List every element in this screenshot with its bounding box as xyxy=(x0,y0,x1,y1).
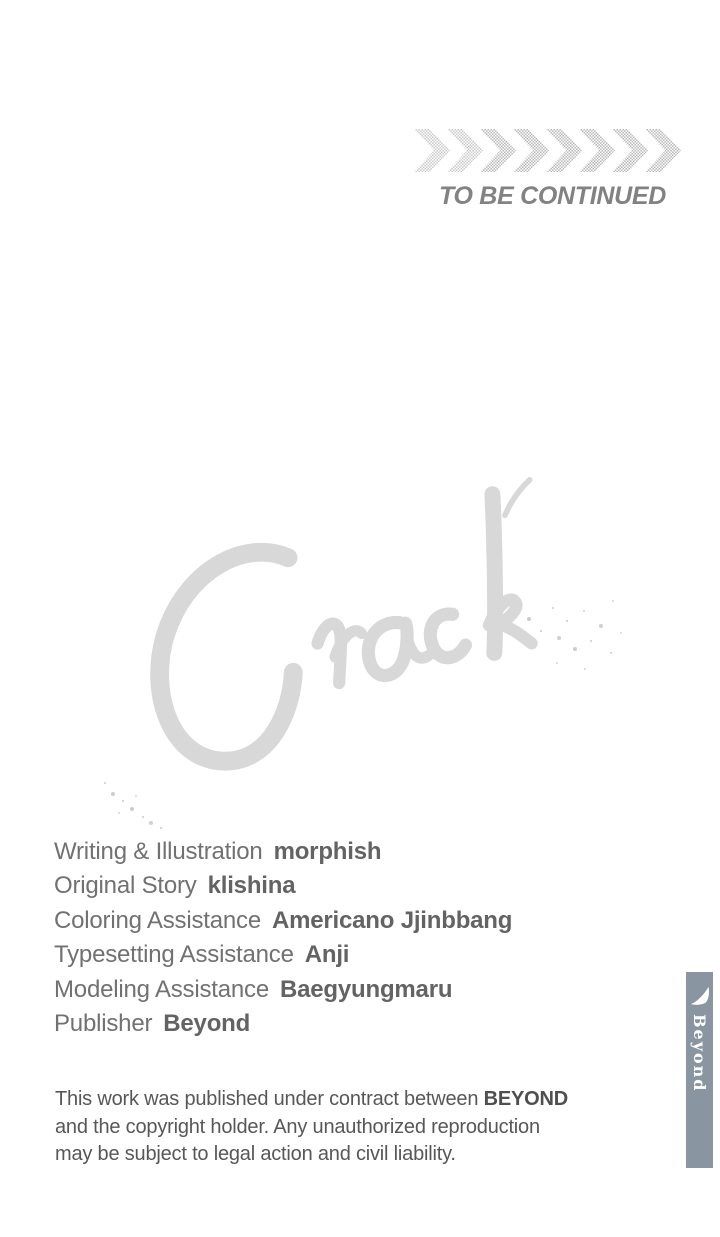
credit-role-label: Original Story xyxy=(54,872,197,900)
credit-person-name: Anji xyxy=(304,941,350,969)
credit-row xyxy=(54,872,512,906)
credit-role-label: Coloring Assistance xyxy=(54,906,261,934)
chevron-icon xyxy=(579,129,615,172)
credit-role-label: Writing & Illustration xyxy=(54,838,263,865)
chevron-icon xyxy=(546,129,582,172)
copyright-line2-text: and the copyright holder. Any unauthorized reproduction xyxy=(55,1115,540,1138)
chevron-icon xyxy=(447,129,483,172)
credit-person-name: morphish xyxy=(273,838,382,865)
copyright-line1-text: This work was published under contract between xyxy=(55,1088,484,1110)
credit-row xyxy=(54,907,512,941)
credit-row xyxy=(54,1010,512,1044)
credit-row xyxy=(54,838,512,872)
credits-list xyxy=(54,838,512,1044)
credit-person-name: Baegyungmaru xyxy=(280,975,453,1003)
copyright-publisher-name: BEYOND xyxy=(483,1088,568,1110)
chevron-icon xyxy=(480,129,516,172)
copyright-line3-text: may be subject to legal action and civil liability. xyxy=(55,1143,456,1165)
continued-arrows xyxy=(414,129,678,172)
credit-role-label: Typesetting Assistance xyxy=(54,941,294,969)
credit-role-label: Modeling Assistance xyxy=(54,975,269,1003)
beyond-wing-icon xyxy=(689,985,710,1006)
crack-wordmark-art xyxy=(89,448,610,828)
series-logo xyxy=(89,448,610,828)
publisher-side-tab xyxy=(686,972,713,1168)
chevron-icon xyxy=(513,129,549,172)
credit-person-name: klishina xyxy=(207,872,296,900)
chevron-icon xyxy=(414,129,450,172)
to-be-continued-label: TO BE CONTINUED xyxy=(439,182,666,210)
credit-row xyxy=(54,976,512,1010)
credit-person-name: Americano Jjinbbang xyxy=(271,906,513,934)
paint-splatter xyxy=(0,0,2,2)
chevron-icon xyxy=(645,129,681,172)
credit-role-label: Publisher xyxy=(54,1009,153,1037)
credit-row xyxy=(54,941,512,975)
credit-person-name: Beyond xyxy=(163,1009,251,1037)
publisher-tab-label: Beyond xyxy=(690,1014,709,1093)
copyright-notice xyxy=(55,1086,575,1169)
chevron-icon xyxy=(612,129,648,172)
